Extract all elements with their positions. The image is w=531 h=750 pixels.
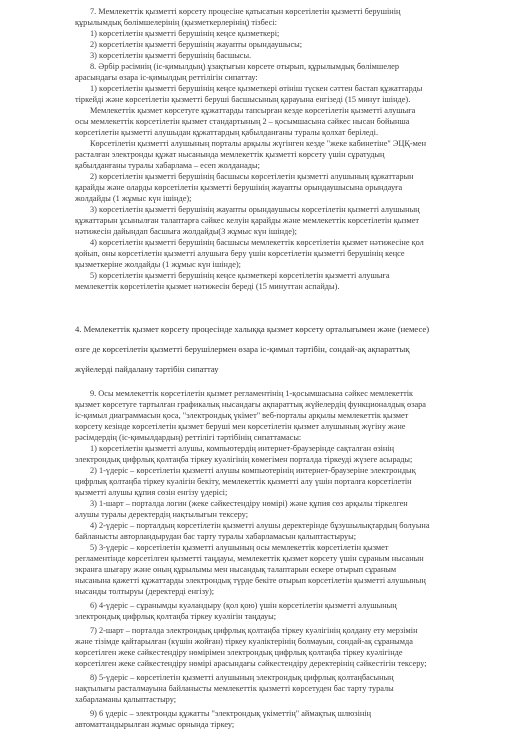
text-line: көрсетілген жеке сәйкестендіру нөмірі арасындағы сәйкестендіру деректерінің сәйкестігін тексеру; [75, 659, 427, 668]
text-line: құрылымдық бөлімшелерінің (қызметкерлерінің) тізбесі: [75, 18, 277, 27]
text-line: 6) 4-үдеріс – сұранымды куәландыру (қол қою) үшін көрсетілетін қызметті алушының [90, 601, 397, 610]
text-line: 2) көрсетілетін қызметті берушінің басшысы көрсетілетін қызметті алушының құжаттарын [90, 172, 414, 181]
text-line: автоматтандырылған жұмыс орнында тіркеу; [75, 720, 235, 729]
text-line: нысанды толтыруы (деректерді енгізу); [75, 587, 215, 596]
text-line: 5) 3-үдеріс – көрсетілетін қызметті алушының осы мемлекеттік көрсетілетін қызмет [90, 543, 389, 552]
text-line: 3) көрсетілетін қызметті берушінің басшысы. [90, 51, 252, 60]
text-line: көрсетілетін қызметті алушыдан құжаттардың қабылданғаны туралы қолхат беріледі. [75, 128, 379, 137]
text-line: 5) көрсетілетін қызметті берушінің кеңсе қызметкері көрсетілетін қызметті алушыға [90, 271, 390, 280]
text-line: электрондық цифрлық қолтаңба тіркеу куәлігінің көмегімен порталда тіркеуді жүзеге асырады; [75, 455, 413, 464]
text-line: экранға шығару және оның құрылымы мен нысандық талаптарын ескере отырып сұраным [75, 565, 397, 574]
text-line: 1) көрсетілетін қызметті алушы, компьютердің интернет-браузерінде сақталған өзінің [90, 444, 395, 453]
text-line: қойып, оны көрсетілетін қызметті алушыға беру үшін көрсетілетін қызметті берушінің кеңсе [75, 249, 405, 258]
text-line: құжаттарын ұсынылған талаптарға сәйкес келуін қарайды және мемлекеттік көрсетілетін қызмет [75, 216, 420, 225]
text-line: байланысты авторландырудан бас тарту туралы хабарламасын қалыптастыруы; [75, 532, 357, 541]
text-line: хабарламаны қалыптастыру; [75, 695, 177, 704]
text-line: көрсетілген жеке сәйкестендіру нөмірімен электрондық цифрлық қолтаңба тіркеу куәлігінде [75, 648, 403, 657]
heading-line: жүйелерді пайдалану тәртібін сипаттау [75, 364, 219, 374]
text-line: нақтылығы расталмауына байланысты мемлекеттік қызметті көрсетуден бас тарту туралы [75, 684, 394, 693]
text-line: 1) көрсетілетін қызметті берушінің кеңсе қызметкері өтініш түскен сәттен бастап құжаттарды [90, 84, 423, 93]
text-line: жолдайды (1 жұмыс күн ішінде); [75, 194, 192, 203]
text-line: цифрлық қолтаңба тіркеу куәлігін бекіту, мемлекеттік қызметті алу үшін порталға көрсетілетін [75, 477, 412, 486]
text-line: және тізімде қайтарылған (күшін жойған) тіркеу куәліктерінің болмауын, сондай-ақ сұранымда [75, 637, 413, 646]
heading-line: өзге де көрсетілетін қызметті берушілермен өзара іс-қимыл тәртібін, сондай-ақ ақпараттық [75, 344, 410, 354]
text-line: алушы туралы деректердің нақтылығын тексеру; [75, 510, 249, 519]
text-line: 9. Осы мемлекеттік көрсетілетін қызмет регламентінің 1-қосымшасына сәйкес мемлекеттік [90, 389, 414, 398]
text-line: қызметкеріне жолдайды (1 жұмыс күн ішінде); [75, 260, 241, 269]
text-line: 3) көрсетілетін қызметті берушінің жауапты орындаушысы көрсетілетін қызметті алушының [90, 205, 420, 214]
text-line: көрсету кезінде көрсетілетін қызмет беруші мен көрсетілетін қызмет алушының жүгіну және [75, 422, 406, 431]
text-line: нысанына қажетті құжаттарды электрондық түрде бекіте отырып көрсетілетін қызметті алушының [75, 576, 426, 585]
text-line: 4) көрсетілетін қызметті берушінің басшысы мемлекеттік көрсетілетін қызмет нәтижесіне қол [90, 238, 424, 247]
text-line: Мемлекеттік қызмет көрсетуге құжаттарды тапсырған кезде көрсетілетін қызметті алушыға [90, 106, 416, 115]
text-line: 4) 2-үдеріс – порталдың көрсетілетін қызметті алушы деректерінде бұзушылықтардың болуына [90, 521, 430, 530]
text-line: нәтижесін дайындап басшыға жолдайды(3 жұмыс күн ішінде); [75, 227, 297, 236]
text-line: Көрсетілетін қызметті алушының порталы арқылы жүгінген кезде "жеке кабинетіне" ЭЦҚ-мен [90, 139, 427, 148]
text-line: іс-қимыл диаграммасын қоса, "электрондық үкімет" веб-порталы арқылы мемлекеттік қызмет [75, 411, 409, 420]
text-line: 9) 6 үдеріс – электронды құжатты "электрондық үкіметтің" аймақтық шлюзінің [90, 709, 372, 718]
text-line: 1) көрсетілетін қызметті берушінің кеңсе қызметкері; [90, 29, 280, 38]
text-line: тіркейді және көрсетілетін қызметті беруші басшысының қарауына енгізеді (15 минут ішінде). [75, 95, 411, 104]
text-line: регламентінде көрсетілген қызметті таңдауы, мемлекеттік қызмет көрсету үшін сұраным нысанын [75, 554, 424, 563]
text-line: арасындағы өзара іс-қимылдың реттілігін сипаттау: [75, 73, 258, 82]
text-line: 2) көрсетілетін қызметті берушінің жауапты орындаушысы; [90, 40, 303, 49]
text-line: 8. Әрбір рәсімнің (іс-қимылдың) ұзақтығын көрсете отырып, құрылымдық бөлімшелер [90, 62, 399, 71]
text-line: 3) 1-шарт – порталда логин (жеке сәйкестендіру нөмірі) және құпия сөз арқылы тіркелген [90, 499, 408, 508]
text-line: қызметті алушы құпия сөзін енгізу үдерісі; [75, 488, 228, 497]
text-line: рәсімдердің (іс-қимылдардың) реттілігі тәртібінің сипаттамасы: [75, 433, 302, 442]
text-line: осы мемлекеттік көрсетілетін қызмет стандартының 2 – қосымшасына сәйкес нысан бойынша [75, 117, 410, 126]
text-line: 7) 2-шарт – порталда электрондық цифрлық қолтаңба тіркеу куәлігінің қолдану ету мерзімін [90, 626, 418, 635]
text-line: қабылданғаны туралы хабарлама – есеп жолданады; [75, 161, 260, 170]
text-line: қызмет көрсетуге тартылған графикалық нысандағы ақпараттық жүйелердің функционалдық өзара [75, 400, 426, 409]
text-line: 7. Мемлекеттік қызметті көрсету процесіне қатысатын көрсетілетін қызметті берушінің [90, 7, 401, 16]
text-line: мемлекеттік көрсетілетін қызмет нәтижесін береді (15 минуттан аспайды). [75, 282, 340, 291]
text-line: 2) 1-үдеріс – көрсетілетін қызметті алушы компьютерінің интернет-браузеріне электрондық [90, 466, 416, 475]
text-line: қарайды және оларды көрсетілетін қызметті берушінің жауапты орындаушысына орындауға [75, 183, 403, 192]
heading-line: 4. Мемлекеттік қызмет көрсету процесінде халыққа қызмет көрсету орталығымен және (немесе) [75, 324, 430, 334]
text-line: расталған электронды құжат нысанында мемлекеттік қызметті көрсету үшін сұратудың [75, 150, 385, 159]
text-line: 8) 5-үдеріс – көрсетілетін қызметті алушының электрондық цифрлық қолтаңбасының [90, 673, 394, 682]
text-line: электрондық цифрлық қолтаңба тіркеу куәлігін таңдауы; [75, 612, 277, 621]
